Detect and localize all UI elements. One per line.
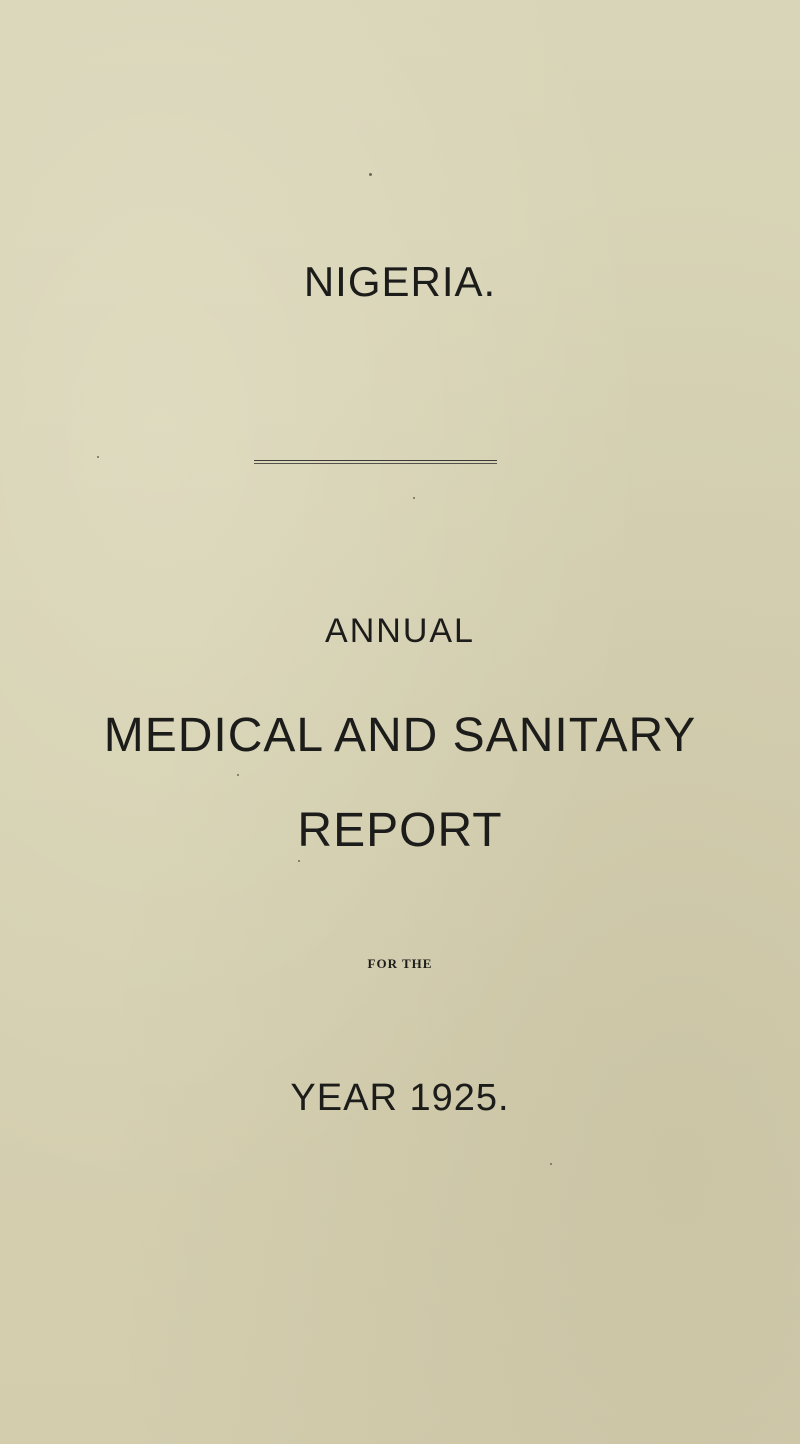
- paper-speck: [413, 497, 415, 499]
- separator-rule: [254, 460, 497, 461]
- paper-speck: [298, 860, 300, 862]
- separator-rule-shadow: [254, 463, 497, 464]
- paper-speck: [237, 774, 239, 776]
- paper-speck: [550, 1163, 552, 1165]
- paper-speck: [369, 173, 372, 176]
- report-title-line2: REPORT: [297, 804, 503, 857]
- for-the-label: FOR THE: [367, 956, 433, 971]
- country-heading: NIGERIA.: [303, 258, 497, 305]
- paper-speck: [97, 456, 99, 458]
- report-year: YEAR 1925.: [290, 1077, 510, 1119]
- annual-label: ANNUAL: [325, 612, 475, 650]
- report-title-line1: MEDICAL AND SANITARY: [103, 709, 697, 762]
